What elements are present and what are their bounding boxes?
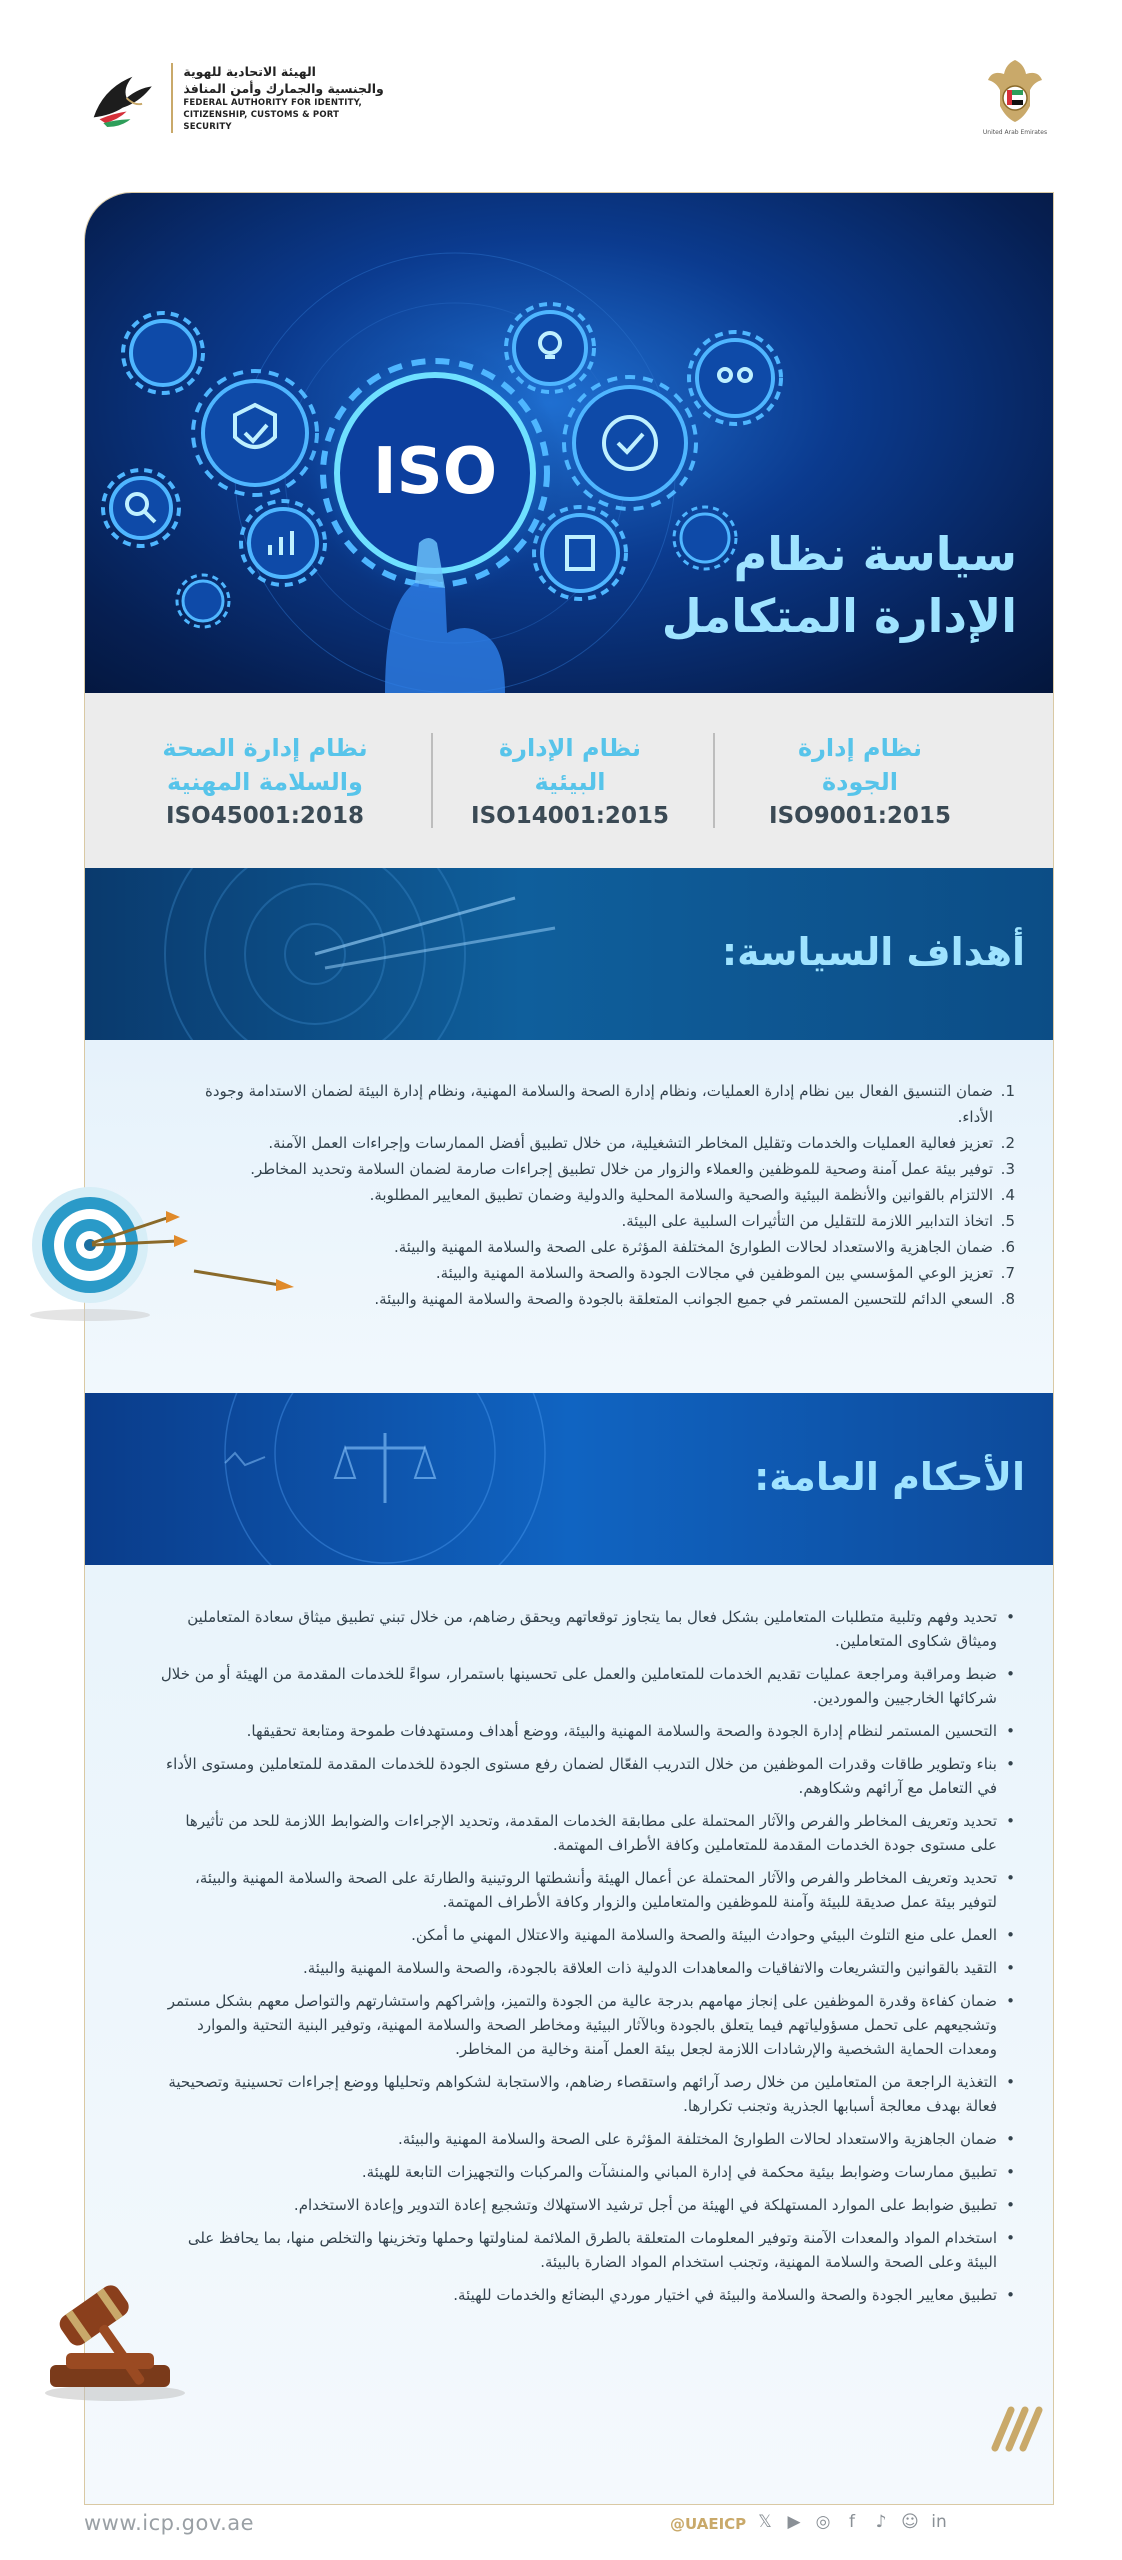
goal-text: تعزيز فعالية العمليات والخدمات وتقليل المخاطر التشغيلية، من خلال تطبيق أفضل الممارسات وإجراءات العمل الآمنة. — [268, 1134, 993, 1152]
iso-health-name-2: والسلامة المهنية — [167, 768, 363, 796]
rule-text: بناء وتطوير طاقات وقدرات الموظفين من خلال التدريب الفعّال لضمان رفع مستوى الجودة للخدمات المقدمة للمتعاملين ومستوى الأداء في التعامل مع آرائهم وشكاوهم. — [166, 1755, 997, 1797]
rule-text: تحديد وفهم وتلبية متطلبات المتعاملين بشكل فعال بما يتجاوز توقعاتهم ويحقق رضاهم، من خلال تبني تطبيق ميثاق سعادة المتعاملين وميثاق شكاوى المتعاملين. — [187, 1608, 997, 1650]
rule-item: • تطبيق ممارسات وضوابط بيئية محكمة في إدارة المباني والمنشآت والمركبات والتجهيزات التابعة للهيئة. — [155, 2160, 1015, 2184]
iso-environment-name-2: البيئية — [534, 768, 606, 796]
authority-name-en-1: FEDERAL AUTHORITY FOR IDENTITY, — [183, 98, 362, 108]
instagram-icon[interactable]: ◎ — [815, 2512, 831, 2532]
rule-item: • ضمان الجاهزية والاستعداد لحالات الطوارئ المختلفة المؤثرة على الصحة والسلامة المهنية والبيئة. — [155, 2127, 1015, 2151]
website-link[interactable]: www.icp.gov.ae — [84, 2511, 255, 2535]
rule-item: • ضبط ومراقبة ومراجعة عمليات تقديم الخدمات للمتعاملين والعمل على تحسينها باستمرار، سواءً للخدمات المقدمة من الهيئة أو من خلال شركائها الخارجيين والموردين. — [155, 1662, 1015, 1710]
iso-environment-name-1: نظام الإدارة — [499, 734, 641, 762]
policy-card — [84, 192, 1054, 2505]
rule-text: التغذية الراجعة من المتعاملين من خلال رصد آرائهم واستقصاء رضاهم، والاستجابة لشكواهم وتحليلها ووضع إجراءات تحسينية وتصحيحية فعالة بهدف معالجة أسبابها الجذرية وتجنب تكرارها. — [168, 2073, 997, 2115]
goal-number: 6. — [1000, 1238, 1015, 1256]
hero-title-line2: الإدارة المتكامل — [661, 589, 1017, 643]
goal-text: ضمان التنسيق الفعال بين نظام إدارة العمليات، ونظام إدارة الصحة والسلامة المهنية، ونظام إدارة البيئة لضمان الاستدامة وجودة الأداء. — [205, 1082, 993, 1126]
goal-number: 2. — [1000, 1134, 1015, 1152]
rule-text: التحسين المستمر لنظام إدارة الجودة والصحة والسلامة المهنية والبيئة، ووضع أهداف ومستهدفات طموحة ومتابعة تحقيقها. — [246, 1722, 997, 1740]
tiktok-icon[interactable]: ♪ — [875, 2512, 887, 2532]
iso-quality — [710, 731, 1010, 829]
iso-badge-text: ISO — [372, 435, 498, 509]
rule-text: العمل على منع التلوث البيئي وحوادث البيئة والصحة والسلامة المهنية والاعتلال المهني ما أمكن. — [411, 1926, 997, 1944]
iso-divider — [431, 733, 433, 828]
rule-item: • التغذية الراجعة من المتعاملين من خلال رصد آرائهم واستقصاء رضاهم، والاستجابة لشكواهم وتحليلها ووضع إجراءات تحسينية وتصحيحية فعالة بهدف معالجة أسبابها الجذرية وتجنب تكرارها. — [155, 2070, 1015, 2118]
rule-text: التقيد بالقوانين والتشريعات والاتفاقيات والمعاهدات الدولية ذات العلاقة بالجودة، والصحة والسلامة المهنية والبيئة. — [302, 1959, 997, 1977]
rule-text: ضبط ومراقبة ومراجعة عمليات تقديم الخدمات للمتعاملين والعمل على تحسينها باستمرار، سواءً للخدمات المقدمة من الهيئة أو من خلال شركائها الخارجيين والموردين. — [160, 1665, 997, 1707]
rule-text: تطبيق ضوابط على الموارد المستهلكة في الهيئة من أجل ترشيد الاستهلاك وتشجيع إعادة التدوير وإعادة الاستخدام. — [293, 2196, 997, 2214]
social-handle[interactable]: @UAEICP — [670, 2515, 747, 2533]
goals-banner — [85, 868, 1054, 1040]
falcon-icon — [84, 58, 161, 138]
goal-item — [185, 1130, 1015, 1156]
iso-quality-name-1: نظام إدارة — [797, 734, 923, 762]
goal-number: 1. — [1000, 1082, 1015, 1100]
hero-banner — [85, 193, 1054, 693]
rule-item: • تطبيق معايير الجودة والصحة والسلامة والبيئة في اختيار موردي البضائع والخدمات للهيئة. — [155, 2283, 1015, 2307]
snapchat-icon[interactable]: ☺ — [901, 2512, 919, 2532]
gear-small-globe — [123, 313, 203, 393]
rule-item: • تحديد وتعريف المخاطر والفرص والآثار المحتملة على مطابقة الخدمات المقدمة، وتحديد الإجراءات والضوابط اللازمة للحد من تأثيرها على مستوى جودة الخدمات المقدمة للمتعاملين وكافة الأطراف المهتمة. — [155, 1809, 1015, 1857]
x-icon[interactable]: 𝕏 — [758, 2512, 772, 2532]
goal-item — [185, 1182, 1015, 1208]
goal-number: 4. — [1000, 1186, 1015, 1204]
uae-falcon-emblem-icon — [984, 56, 1046, 126]
rules-title: الأحكام العامة: — [754, 1455, 1025, 1499]
authority-name-ar-2: والجنسية والجمارك وأمن المنافذ — [183, 81, 384, 96]
rule-item: • التحسين المستمر لنظام إدارة الجودة والصحة والسلامة المهنية والبيئة، ووضع أهداف ومستهدفات طموحة ومتابعة تحقيقها. — [155, 1719, 1015, 1743]
rule-text: تحديد وتعريف المخاطر والفرص والآثار المحتملة عن أعمال الهيئة وأنشطتها الروتينية والطارئة على الصحة والسلامة المهنية والبيئة، لتوفير بيئة عمل صديقة للبيئة وآمنة للموظفين والمتعاملين والزوار وكافة الأطراف المهتمة. — [195, 1869, 997, 1911]
rule-item: • تحديد وفهم وتلبية متطلبات المتعاملين بشكل فعال بما يتجاوز توقعاتهم ويحقق رضاهم، من خلال تبني تطبيق ميثاق سعادة المتعاملين وميثاق شكاوى المتعاملين. — [155, 1605, 1015, 1653]
dart-icon — [190, 1265, 340, 1295]
goal-text: اتخاذ التدابير اللازمة للتقليل من التأثيرات السلبية على البيئة. — [621, 1212, 993, 1230]
authority-name-en-2: CITIZENSHIP, CUSTOMS & PORT SECURITY — [183, 110, 340, 132]
uae-caption: United Arab Emirates — [982, 129, 1048, 136]
authority-name-ar-1: الهيئة الاتحادية للهوية — [183, 64, 316, 79]
goal-text: ضمان الجاهزية والاستعداد لحالات الطوارئ المختلفة المؤثرة على الصحة والسلامة المهنية والبيئة. — [393, 1238, 993, 1256]
gavel-icon — [30, 2265, 200, 2405]
iso-quality-name-2: الجودة — [821, 768, 899, 796]
rule-item: • ضمان كفاءة وقدرة الموظفين على إنجاز مهامهم بدرجة عالية من الجودة والتميز، وإشراكهم واستشارتهم والتواصل معهم بشكل مستمر وتشجيعهم على تحمل مسؤولياتهم فيما يتعلق بالجودة وبالآثار البيئية ومخاطر الصحة والسلامة المهنية، وتوفير البنية التحتية والموارد ومعدات الحماية الشخصية والإرشادات اللازمة لجعل بيئة العمل آمنة وخالية من المخاطر. — [155, 1989, 1015, 2061]
logo-divider — [171, 63, 173, 133]
brand-mark-icon — [987, 2396, 1047, 2456]
goal-item — [185, 1234, 1015, 1260]
goal-text: السعي الدائم للتحسين المستمر في جميع الجوانب المتعلقة بالجودة والصحة والسلامة المهنية والبيئة. — [374, 1290, 993, 1308]
iso-health-safety — [115, 731, 415, 829]
iso-quality-code: ISO9001:2015 — [769, 803, 951, 829]
page-header — [0, 0, 1122, 160]
goal-number: 3. — [1000, 1160, 1015, 1178]
iso-health-name-1: نظام إدارة الصحة — [162, 734, 368, 762]
rules-section — [85, 1565, 1054, 2505]
goal-number: 5. — [1000, 1212, 1015, 1230]
uae-emblem — [980, 56, 1050, 146]
goal-item — [185, 1156, 1015, 1182]
goal-number: 8. — [1000, 1290, 1015, 1308]
iso-environment — [420, 731, 720, 829]
social-icons — [754, 2509, 950, 2535]
rule-text: تحديد وتعريف المخاطر والفرص والآثار المحتملة على مطابقة الخدمات المقدمة، وتحديد الإجراءات والضوابط اللازمة للحد من تأثيرها على مستوى جودة الخدمات المقدمة للمتعاملين وكافة الأطراف المهتمة. — [185, 1812, 997, 1854]
rule-item: • تطبيق ضوابط على الموارد المستهلكة في الهيئة من أجل ترشيد الاستهلاك وتشجيع إعادة التدوير وإعادة الاستخدام. — [155, 2193, 1015, 2217]
facebook-icon[interactable]: f — [849, 2512, 855, 2532]
page-footer — [0, 2505, 1122, 2560]
hero-title-line1: سياسة نظام — [733, 527, 1017, 581]
goals-section — [85, 1040, 1054, 1393]
rule-text: تطبيق معايير الجودة والصحة والسلامة والبيئة في اختيار موردي البضائع والخدمات للهيئة. — [453, 2286, 997, 2304]
rule-item: • العمل على منع التلوث البيئي وحوادث البيئة والصحة والسلامة المهنية والاعتلال المهني ما أمكن. — [155, 1923, 1015, 1947]
goal-number: 7. — [1000, 1264, 1015, 1282]
rule-item: • استخدام المواد والمعدات الآمنة وتوفير المعلومات المتعلقة بالطرق الملائمة لمناولتها وحملها وتخزينها والتخلص منها، بما يحافظ على البيئة وعلى الصحة والسلامة المهنية، وتجنب استخدام المواد الضارة بالبيئة. — [155, 2226, 1015, 2274]
goal-text: الالتزام بالقوانين والأنظمة البيئية والصحية والسلامة المحلية والدولية وضمان تطبيق المعايير المطلوبة. — [369, 1186, 993, 1204]
iso-standards-band — [85, 693, 1054, 868]
rule-item: • بناء وتطوير طاقات وقدرات الموظفين من خلال التدريب الفعّال لضمان رفع مستوى الجودة للخدمات المقدمة للمتعاملين ومستوى الأداء في التعامل مع آرائهم وشكاوهم. — [155, 1752, 1015, 1800]
iso-environment-code: ISO14001:2015 — [471, 803, 669, 829]
goal-text: توفير بيئة عمل آمنة وصحية للموظفين والعملاء والزوار من خلال تطبيق إجراءات صارمة لضمان السلامة وتحديد المخاطر. — [250, 1160, 993, 1178]
hero-title — [662, 523, 1017, 647]
target-icon — [20, 1165, 190, 1325]
goals-title: أهداف السياسة: — [721, 930, 1025, 974]
rule-item: • التقيد بالقوانين والتشريعات والاتفاقيات والمعاهدات الدولية ذات العلاقة بالجودة، والصحة والسلامة المهنية والبيئة. — [155, 1956, 1015, 1980]
rule-text: تطبيق ممارسات وضوابط بيئية محكمة في إدارة المباني والمنشآت والمركبات والتجهيزات التابعة للهيئة. — [361, 2163, 997, 2181]
authority-name — [183, 63, 384, 133]
rule-text: ضمان كفاءة وقدرة الموظفين على إنجاز مهامهم بدرجة عالية من الجودة والتميز، وإشراكهم واستشارتهم والتواصل معهم بشكل مستمر وتشجيعهم على تحمل مسؤولياتهم فيما يتعلق بالجودة وبالآثار البيئية ومخاطر الصحة والسلامة المهنية، وتوفير البنية التحتية والموارد ومعدات الحماية الشخصية والإرشادات اللازمة لجعل بيئة العمل آمنة وخالية من المخاطر. — [167, 1992, 997, 2058]
youtube-icon[interactable]: ▶ — [787, 2512, 801, 2532]
federal-authority-logo — [84, 56, 384, 140]
rules-list — [155, 1605, 1015, 2316]
goal-item — [185, 1208, 1015, 1234]
rule-item: • تحديد وتعريف المخاطر والفرص والآثار المحتملة عن أعمال الهيئة وأنشطتها الروتينية والطارئة على الصحة والسلامة المهنية والبيئة، لتوفير بيئة عمل صديقة للبيئة وآمنة للموظفين والمتعاملين والزوار وكافة الأطراف المهتمة. — [155, 1866, 1015, 1914]
goal-text: تعزيز الوعي المؤسسي بين الموظفين في مجالات الجودة والصحة والسلامة المهنية والبيئة. — [435, 1264, 993, 1282]
linkedin-icon[interactable]: in — [931, 2512, 947, 2532]
rule-text: استخدام المواد والمعدات الآمنة وتوفير المعلومات المتعلقة بالطرق الملائمة لمناولتها وحملها وتخزينها والتخلص منها، بما يحافظ على البيئة وعلى الصحة والسلامة المهنية، وتجنب استخدام المواد الضارة بالبيئة. — [187, 2229, 997, 2271]
rules-banner — [85, 1393, 1054, 1565]
goal-item — [185, 1078, 1015, 1130]
iso-health-code: ISO45001:2018 — [166, 803, 364, 829]
rule-text: ضمان الجاهزية والاستعداد لحالات الطوارئ المختلفة المؤثرة على الصحة والسلامة المهنية والبيئة. — [397, 2130, 997, 2148]
